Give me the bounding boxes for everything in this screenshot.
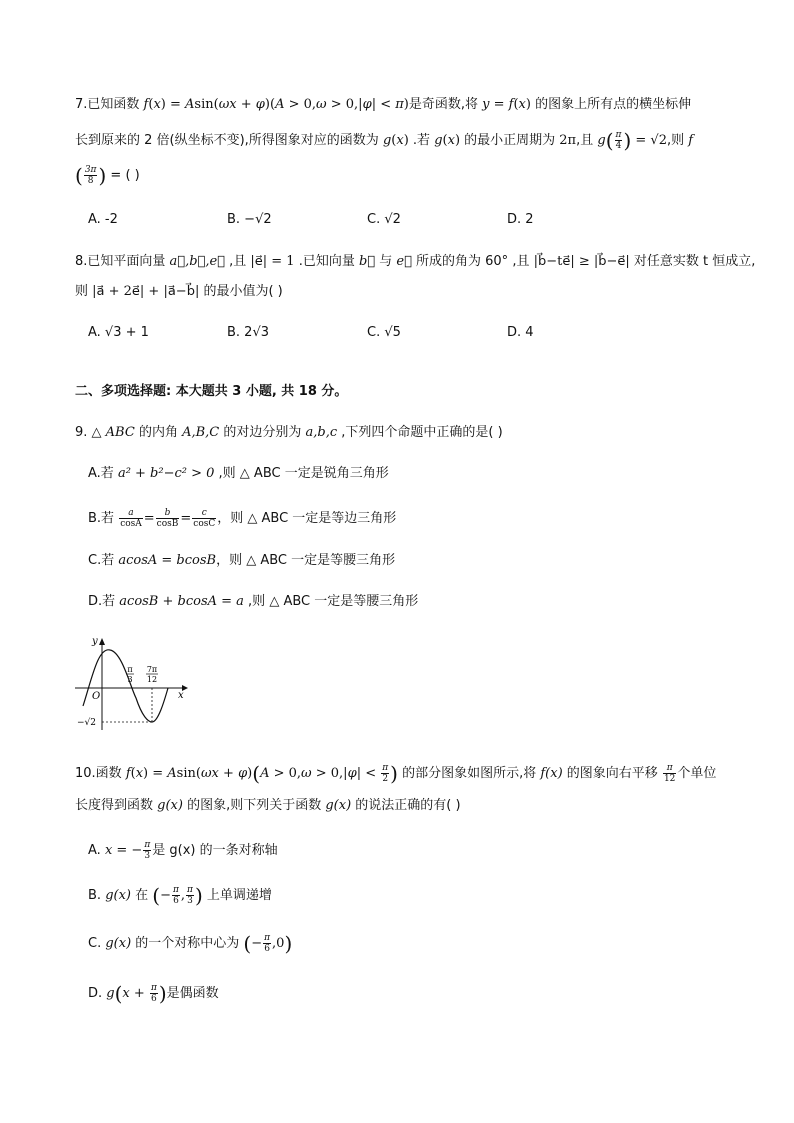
q7-line2-mid3: ,且 <box>576 133 598 148</box>
q10-b-tail: 上单调递增 <box>202 888 272 903</box>
q9-a-tail: ,则 △ ABC 一定是锐角三角形 <box>214 466 389 481</box>
q10-option-b[interactable]: B. g(x) 在 (− $\frac{\pi}{6}$ , $\frac{\pi}{3}$ ) 上单调递增 <box>88 883 272 908</box>
y-axis-arrow <box>99 638 105 645</box>
q10-g2: g(x) <box>325 798 352 813</box>
q8-line2 <box>75 282 283 302</box>
q7-option-b[interactable]: B. −√2 <box>227 212 272 227</box>
q8-line2-tail: 的最小值为( ) <box>199 284 283 299</box>
q8-option-a[interactable]: A. √3 + 1 <box>88 325 149 340</box>
q7-function-def: f <box>143 97 149 112</box>
q8-inequality: |b⃗−te⃗| ≥ |b⃗−e⃗| <box>533 254 630 269</box>
q9-c-tail: ，则 △ ABC 一定是等腰三角形 <box>216 553 396 568</box>
q10-d-tail: 是偶函数 <box>166 986 219 1001</box>
q10-line2-lead: 长度得到函数 <box>75 798 158 813</box>
q8-vec-e: e⃗ <box>396 254 412 269</box>
sine-curve <box>83 650 168 722</box>
q8-vectors: a⃗,b⃗,e⃗ <box>169 254 225 269</box>
q8-expression: |a⃗ + 2e⃗| + |a⃗−b⃗| <box>92 284 200 299</box>
q7-mid: 是奇函数,将 <box>408 97 483 112</box>
q7-option-d[interactable]: D. 2 <box>507 212 534 227</box>
q8-line2-lead: 则 <box>75 284 93 299</box>
q7-line2-tail: ,则 <box>666 133 689 148</box>
q7-option-a[interactable]: A. -2 <box>88 212 118 227</box>
q10-option-c[interactable]: C. g(x) 的一个对称中心为 (− $\frac{\pi}{6}$ ,0) <box>88 931 293 956</box>
q9-option-a[interactable] <box>88 464 389 484</box>
tick1-num: π <box>127 665 133 674</box>
q9-option-c[interactable] <box>88 551 395 571</box>
q10-b-g: g(x) <box>105 888 131 903</box>
q9-sides: a,b,c <box>305 425 338 440</box>
q10-g: g(x) <box>157 798 183 813</box>
q8-line1 <box>75 252 755 272</box>
q7-line3: ( $\frac{3\pi}{8}$ ) = ( ) <box>75 163 140 188</box>
tick2-den: 12 <box>146 675 158 684</box>
q10-b-mid: 在 <box>130 888 153 903</box>
q10-a-tail: 是 g(x) 的一条对称轴 <box>152 843 278 858</box>
q7-line1: 7.已知函数 f(x) = Asin(ωx + φ)(A > 0,ω > 0,|φ| < π)是奇函数,将 y = f(x) 的图象上所有点的横坐标伸 <box>75 97 692 112</box>
q10-tail: 个单位 <box>677 766 717 781</box>
q9-c-label: C.若 <box>88 553 119 568</box>
q8-option-c[interactable]: C. √5 <box>367 325 401 340</box>
q10-line1: 10.函数 f(x) = Asin(ωx + φ)(A > 0,ω > 0,|φ| < $\frac{\pi}{2}$ ) 的部分图象如图所示,将 f(x) 的图象向右平移 $\frac{\pi}{12}$ 个单位 <box>75 761 717 786</box>
q7-period: 2π <box>559 133 577 148</box>
y-axis-label: y <box>92 636 98 647</box>
q9-option-d[interactable] <box>88 592 418 612</box>
q8-vec-b: b⃗ <box>358 254 376 269</box>
sine-graph <box>70 632 190 734</box>
q10-d-label: D. <box>88 986 107 1001</box>
q9-a-label: A.若 <box>88 466 118 481</box>
q8-yu: 与 <box>375 254 397 269</box>
q9-d-label: D.若 <box>88 594 120 609</box>
q10-shift-den: 12 <box>663 774 676 784</box>
q9-angles: A,B,C <box>182 425 220 440</box>
q10-a-label: A. <box>88 843 105 858</box>
q8-option-d[interactable]: D. 4 <box>507 325 534 340</box>
tick1-den: 3 <box>127 675 133 684</box>
q8-norm: |e⃗| = 1 <box>250 254 295 269</box>
tick2-num: 7π <box>146 665 158 674</box>
q9-mid: 的内角 <box>134 425 183 440</box>
q7-line2-mid2: 的最小正周期为 <box>460 133 560 148</box>
q10-mid: 的部分图象如图所示,将 <box>397 766 541 781</box>
q9-d-tail: ,则 △ ABC 一定是等腰三角形 <box>243 594 419 609</box>
q9-tail: ,下列四个命题中正确的是( ) <box>337 425 503 440</box>
q7-line3-tail: = ( ) <box>110 168 140 183</box>
q8-option-b[interactable]: B. 2√3 <box>227 325 270 340</box>
q10-c-g: g(x) <box>105 936 132 951</box>
q7-line2-lead: 长到原来的 2 倍(纵坐标不变),所得图象对应的函数为 <box>75 133 383 148</box>
q8-lead: 8.已知平面向量 <box>75 254 170 269</box>
q8-mid: ,且 <box>224 254 251 269</box>
q9-c-expr: acosA = bcosB <box>118 553 217 568</box>
q7-line2: 长到原来的 2 倍(纵坐标不变),所得图象对应的函数为 g(x) .若 g(x) 的最小正周期为 2π,且 g( $\frac{\pi}{4}$ ) = √2,则 f <box>75 128 694 153</box>
q10-option-d[interactable]: D. g(x + $\frac{\pi}{6}$ )是偶函数 <box>88 981 219 1006</box>
q10-f: f(x) <box>540 766 563 781</box>
origin-label: O <box>92 691 101 702</box>
q8-mid2: .已知向量 <box>294 254 359 269</box>
q9-option-b[interactable]: B.若 $\frac{a}{\cos A}$ = $\frac{b}{\cos B}$ = $\frac{c}{\cos C}$ ，则 △ ABC 一定是等边三角形 <box>88 508 397 529</box>
q10-line2-mid: 的图象,则下列关于函数 <box>182 798 326 813</box>
q8-angle: 所成的角为 60° ,且 <box>411 254 534 269</box>
q10-line2 <box>75 796 461 816</box>
q9-b-label: B.若 <box>88 511 119 526</box>
q10-shift-num: π <box>663 763 676 774</box>
q10-a-expr: x = − <box>104 843 143 858</box>
section-title: 二、多项选择题: 本大题共 3 小题, 共 18 分。 <box>75 384 348 399</box>
q7-option-c[interactable]: C. √2 <box>367 212 401 227</box>
q10-c-tail: 的一个对称中心为 <box>131 936 244 951</box>
q8-tail: 对任意实数 t 恒成立, <box>629 254 756 269</box>
q7-tail: 的图象上所有点的横坐标伸 <box>530 97 692 112</box>
q9-mid2: 的对边分别为 <box>219 425 306 440</box>
q10-mid2: 的图象向右平移 <box>562 766 662 781</box>
q10-line2-tail: 的说法正确的有( ) <box>351 798 461 813</box>
q7-lead: 7.已知函数 <box>75 97 144 112</box>
q9-lead: 9. △ <box>75 425 106 440</box>
x-axis-label: x <box>178 690 184 701</box>
q10-c-label: C. <box>88 936 106 951</box>
q10-lead: 10.函数 <box>75 766 126 781</box>
q9-stem <box>75 423 503 443</box>
q10-option-a[interactable]: A. x = − $\frac{\pi}{3}$ 是 g(x) 的一条对称轴 <box>88 840 278 861</box>
ymin-label: −√2 <box>77 718 97 728</box>
q9-triangle: ABC <box>105 425 135 440</box>
q10-b-label: B. <box>88 888 106 903</box>
q9-b-tail: ，则 △ ABC 一定是等边三角形 <box>217 511 397 526</box>
q9-a-expr: a² + b²−c² > 0 <box>117 466 215 481</box>
q7-line2-mid: .若 <box>408 133 435 148</box>
q9-d-expr: acosB + bcosA = a <box>119 594 244 609</box>
